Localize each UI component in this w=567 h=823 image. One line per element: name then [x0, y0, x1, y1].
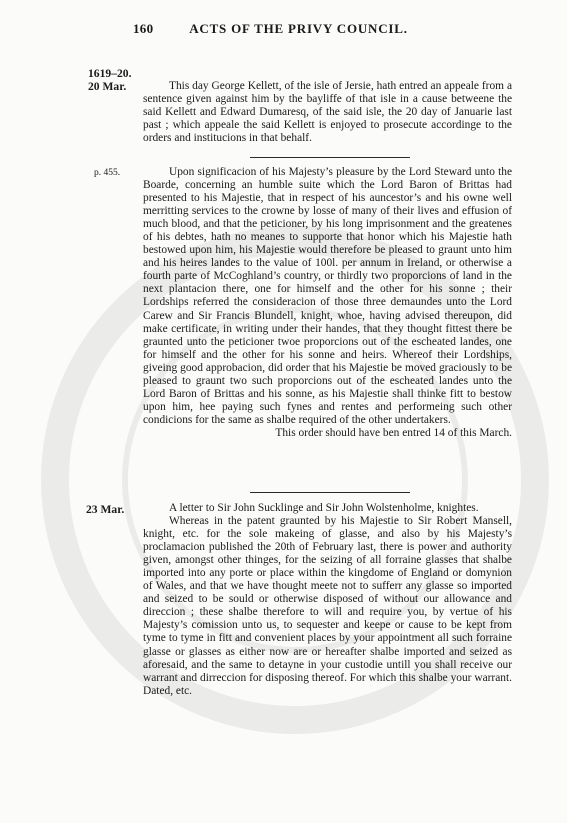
entry-brittas	[143, 166, 512, 440]
section-divider-1	[250, 157, 410, 158]
entry-kellett-text: This day George Kellett, of the isle of Jersie, hath entred an appeale from a sentence given against him by the bayliffe of that isle in a cause betweene the said Kellett and Edward Dumaresq, of the said isle, the 20 day of Januarie last past ; which appeale the said Kellett is enjoyed to prosecute accordinge to the orders and institucions in that behalf.	[143, 80, 512, 145]
entry-kellett-appeal	[143, 80, 512, 145]
running-title: ACTS OF THE PRIVY COUNCIL.	[189, 21, 408, 36]
margin-date-20-mar: 20 Mar.	[88, 80, 127, 93]
entry-glasse-text: Whereas in the patent graunted by his Majestie to Sir Robert Mansell, knight, etc. for the sole makeing of glasse, and also by his Majesty’s proclamacion published the 20th of February last, there is power and authority given, amongst other thinges, for the seizing of all forraine glasses that shalbe imported into any porte or place within the kingdome of England or domynion of Wales, and that we have thought meete not to sufferr any glasse so imported and seized to be sould or otherwise disposed of without our allowance and direccion ; these shalbe therefore to will and require you, by vertue of his Majesty’s comission unto us, to sequester and keepe or cause to be kept from tyme to tyme in fitt and convenient places by your appointment all such forraine glasse or glasses as either now are or hereafter shalbe imported and seized as aforesaid, and the same to detayne in your custodie untill you shall receive our warrant and dirreccion for disposing thereof. For which this shalbe your warrant. Dated, etc.	[143, 515, 512, 697]
page-number: 160	[133, 21, 154, 36]
page-header	[0, 21, 567, 37]
margin-page-ref: p. 455.	[94, 168, 121, 178]
entry-brittas-note: This order should have ben entred 14 of this March.	[275, 426, 512, 439]
entry-glasse-heading: A letter to Sir John Sucklinge and Sir John Wolstenholme, knightes.	[169, 502, 479, 514]
entry-brittas-text: Upon significacion of his Majesty’s pleasure by the Lord Steward unto the Boarde, concerning an humble suite which the Lord Baron of Brittas had presented to his Majestie, that in respect of his auncestor’s and his owne well merritting services to the crowne by losse of many of their lives and effusion of much blood, and that the peticioner, by his long imprisonment and the greatenes of his debtes, hath no meanes to supporte that honor which his Majestie hath bestowed upon him, his Majestie would therefore be pleased to graunt unto him and his heires landes to the value of 100l. per annum in Ireland, or otherwise a fourth parte of McCoghland’s country, or thirdly two proporcions of land in the next plantacion there, one for himself and the other for his sonne ; their Lordships referred the consideracion of those three demaundes unto the Lord Carew and Sir Francis Blundell, knight, whoe, having advised thereupon, did make certificate, in writing under their handes, that they thought fittest there be graunted unto the peticioner twoe proporcions out of the escheated landes, one for himself and the other for his sonne and heirs. Whereof their Lordships, giveing good approbacion, did order that his Majestie be moved graciously to be pleased to graunt two such proporcions out of the escheated landes unto the Lord Baron of Brittas and his sonne, as his Majestie shall thinke fitt to bestow upon him, hee paying such fynes and rentes and performeing such other condicions for the same as shalbe required of the other undertakers.	[143, 166, 512, 426]
margin-year: 1619–20.	[88, 67, 132, 80]
section-divider-2	[250, 492, 410, 493]
margin-date-23-mar: 23 Mar.	[86, 503, 125, 516]
entry-glasse-letter	[143, 502, 512, 698]
